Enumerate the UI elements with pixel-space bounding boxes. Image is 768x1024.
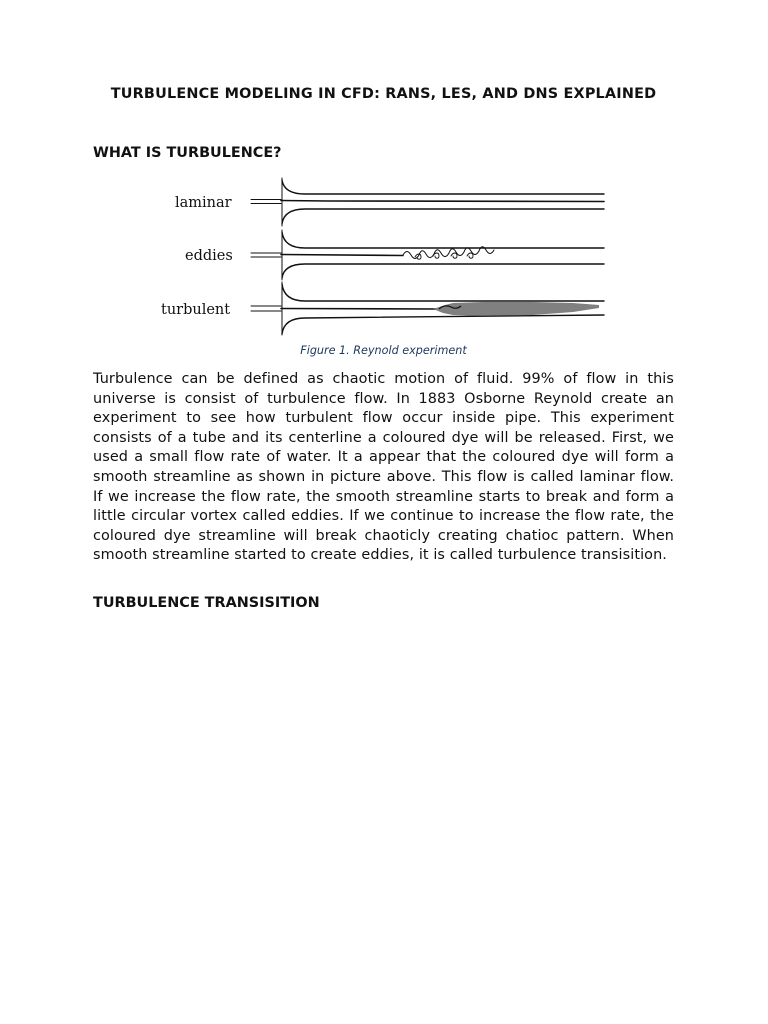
section-heading-what-is-turbulence: WHAT IS TURBULENCE? [93, 145, 282, 161]
paragraph-turbulence-definition: Turbulence can be defined as chaotic motion of fluid. 99% of flow in this universe is consist of turbulence flow. In 1883 Osborne Reynold create an experiment to see how turbulent flow occur inside pipe. This experiment consists of a tube and its centerline a coloured dye will be released. First, we used a small flow rate of water. It a appear that the coloured dye will form a smooth streamline as shown in picture above. This flow is called laminar flow. If we increase the flow rate, the smooth streamline starts to break and form a little circular vortex called eddies. If we continue to increase the flow rate, the coloured dye streamline will break chaoticly creating chatioc pattern. When smooth streamline started to create eddies, it is called turbulence transisition. [93, 371, 674, 564]
reynolds-experiment-diagram [153, 172, 613, 337]
section-heading-turbulence-transition: TURBULENCE TRANSISITION [93, 595, 320, 611]
figure-caption: Figure 1. Reynold experiment [300, 344, 467, 357]
reynolds-experiment-figure [153, 172, 613, 337]
figure-label-turbulent: turbulent [161, 302, 231, 318]
laminar-pipe [251, 178, 604, 226]
document-title: TURBULENCE MODELING IN CFD: RANS, LES, AND DNS EXPLAINED [110, 86, 657, 102]
figure-label-eddies: eddies [185, 248, 233, 264]
figure-label-laminar: laminar [175, 195, 232, 211]
eddies-pipe [251, 230, 604, 280]
turbulent-dye-cloud [433, 302, 599, 316]
document-page [93, 0, 674, 1024]
